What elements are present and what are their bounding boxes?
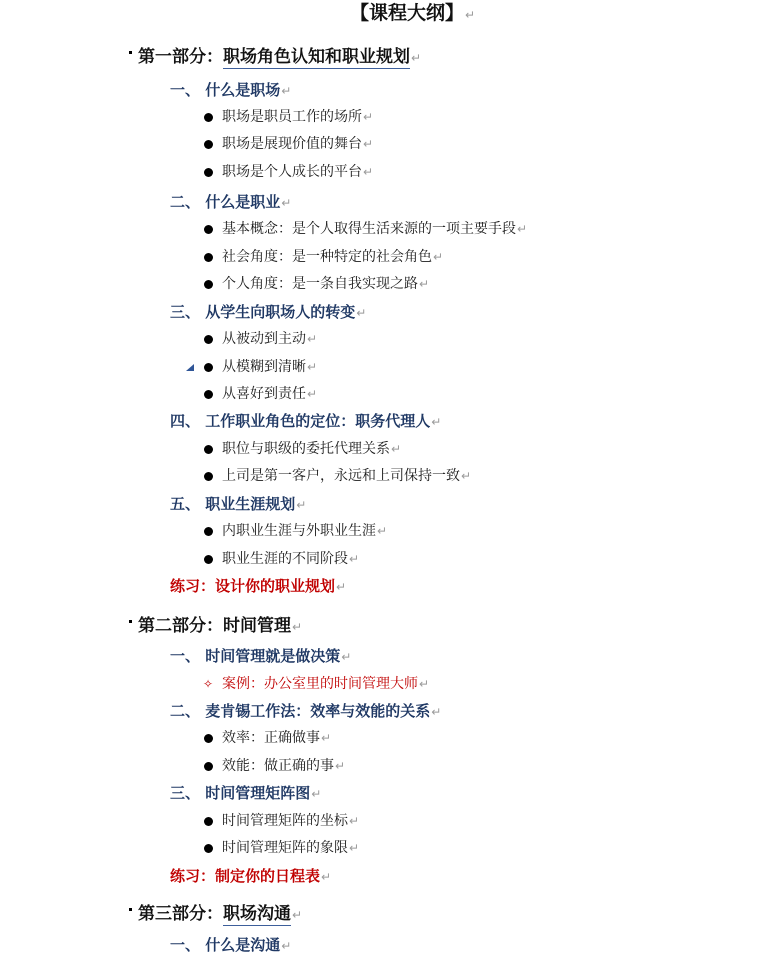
part1-prefix: 第一部分： [138,47,223,67]
list-item-text: 时间管理矩阵的象限 [222,840,348,856]
paragraph-mark: ↵ [419,277,430,291]
list-item [222,360,317,374]
paragraph-mark: ↵ [461,469,472,483]
paragraph-mark: ↵ [363,137,374,151]
bullet-icon [204,363,213,372]
paragraph-mark: ↵ [431,415,442,429]
part3-main: 职场沟通 [223,904,291,924]
exercise-label: 练习：制定你的日程表 [170,867,321,885]
list-item-text: 从被动到主动 [222,331,306,347]
paragraph-mark: ↵ [281,196,292,210]
paragraph-mark: ↵ [411,51,422,65]
list-item [222,442,401,456]
paragraph-mark: ↵ [307,332,318,346]
bullet-icon [204,445,213,454]
paragraph-mark: ↵ [292,908,303,922]
exercise-text [170,869,331,884]
list-item-text: 上司是第一客户，永远和上司保持一致 [222,468,460,484]
paragraph-mark: ↵ [321,870,332,884]
list-item [222,332,317,346]
list-item [222,552,359,566]
list-item [222,814,359,828]
bullet-icon [204,817,213,826]
list-item-text: 基本概念：是个人取得生活来源的一项主要手段 [222,221,516,237]
list-item-text: 效能：做正确的事 [222,758,334,774]
list-item [222,469,471,483]
bullet-icon [204,527,213,536]
paragraph-mark: ↵ [281,939,292,953]
bullet-icon [204,280,213,289]
list-item-text: 内职业生涯与外职业生涯 [222,523,376,539]
bullet-icon [204,168,213,177]
section-label: 二、 麦肯锡工作法：效率与效能的关系 [170,702,431,720]
section-heading [170,649,351,664]
section-label: 二、 什么是职业 [170,193,281,211]
bullet-icon [204,390,213,399]
section-label: 四、 工作职业角色的定位：职务代理人 [170,412,431,430]
bullet-icon [204,253,213,262]
paragraph-mark: ↵ [363,110,374,124]
diamond-bullet-icon: ✧ [203,677,214,691]
collapse-triangle-icon[interactable] [186,364,194,371]
list-item [222,222,527,236]
paragraph-mark: ↵ [433,250,444,264]
section-heading [170,704,441,719]
list-item [222,841,359,855]
bullet-icon [204,335,213,344]
list-item [222,250,443,264]
list-item [222,731,331,745]
outline-title [350,4,475,23]
part1-heading [138,49,421,66]
list-item [222,137,373,151]
paragraph-marker-icon [129,908,132,911]
exercise-text [170,579,346,594]
section-heading [170,195,291,210]
paragraph-mark: ↵ [296,498,307,512]
paragraph-mark: ↵ [292,620,303,634]
paragraph-mark: ↵ [465,8,476,22]
list-item-text: 时间管理矩阵的坐标 [222,813,348,829]
part3-prefix: 第三部分： [138,904,223,924]
paragraph-mark: ↵ [281,84,292,98]
paragraph-mark: ↵ [341,650,352,664]
part2-heading [138,618,302,635]
list-item-text: 职场是展现价值的舞台 [222,136,362,152]
exercise-label: 练习：设计你的职业规划 [170,577,336,595]
list-item [222,165,373,179]
section-heading [170,938,291,953]
list-item [222,277,429,291]
paragraph-mark: ↵ [307,360,318,374]
section-label: 三、 时间管理矩阵图 [170,784,311,802]
case-item [222,677,429,691]
paragraph-mark: ↵ [335,759,346,773]
list-item-text: 社会角度：是一种特定的社会角色 [222,249,432,265]
bullet-icon [204,734,213,743]
paragraph-mark: ↵ [311,787,322,801]
part2-title: 第二部分：时间管理 [138,616,291,636]
list-item-text: 职场是职员工作的场所 [222,109,362,125]
bullet-icon [204,762,213,771]
list-item-text: 职业生涯的不同阶段 [222,551,348,567]
list-item-text: 从模糊到清晰 [222,359,306,375]
list-item-text: 职场是个人成长的平台 [222,164,362,180]
section-heading [170,83,291,98]
section-label: 三、 从学生向职场人的转变 [170,303,356,321]
paragraph-mark: ↵ [307,387,318,401]
section-label: 一、 什么是职场 [170,81,281,99]
paragraph-mark: ↵ [321,731,332,745]
paragraph-marker-icon [129,620,132,623]
list-item [222,110,373,124]
paragraph-mark: ↵ [336,580,347,594]
bullet-icon [204,140,213,149]
section-heading [170,414,441,429]
section-heading [170,786,321,801]
paragraph-mark: ↵ [517,222,528,236]
paragraph-mark: ↵ [431,705,442,719]
paragraph-mark: ↵ [377,524,388,538]
list-item-text: 职位与职级的委托代理关系 [222,441,390,457]
paragraph-mark: ↵ [356,306,367,320]
section-heading [170,497,306,512]
part1-main: 职场角色认知和职业规划 [223,47,410,67]
list-item-text: 效率：正确做事 [222,730,320,746]
list-item [222,387,317,401]
bullet-icon [204,555,213,564]
paragraph-mark: ↵ [419,677,430,691]
title-text: 【课程大纲】 [350,2,465,24]
list-item [222,524,387,538]
paragraph-mark: ↵ [363,165,374,179]
list-item [222,759,345,773]
paragraph-mark: ↵ [349,552,360,566]
section-label: 一、 时间管理就是做决策 [170,647,341,665]
paragraph-mark: ↵ [349,814,360,828]
part3-heading [138,906,302,923]
paragraph-mark: ↵ [349,841,360,855]
paragraph-marker-icon [129,51,132,54]
section-heading [170,305,366,320]
section-label: 一、 什么是沟通 [170,936,281,954]
bullet-icon [204,113,213,122]
list-item-text: 从喜好到责任 [222,386,306,402]
bullet-icon [204,472,213,481]
bullet-icon [204,844,213,853]
paragraph-mark: ↵ [391,442,402,456]
case-text: 案例：办公室里的时间管理大师 [222,676,418,692]
list-item-text: 个人角度：是一条自我实现之路 [222,276,418,292]
bullet-icon [204,225,213,234]
section-label: 五、 职业生涯规划 [170,495,296,513]
